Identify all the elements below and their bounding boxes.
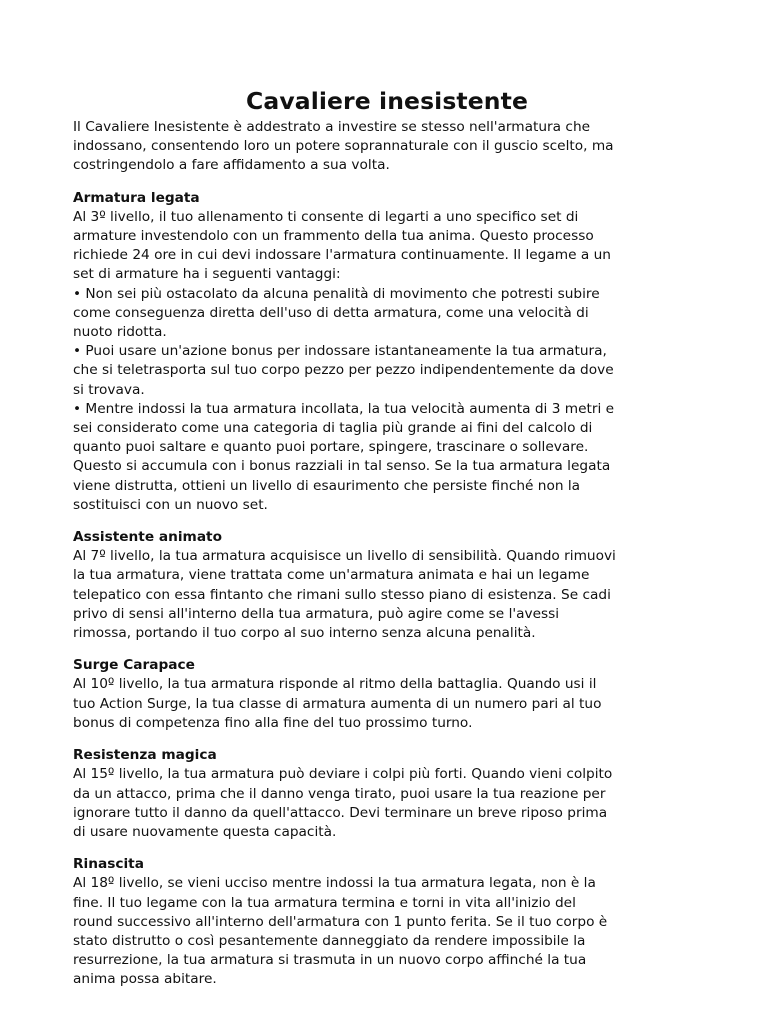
section-body: Al 18º livello, se vieni ucciso mentre indossi la tua armatura legata, non è la fine. Il tuo legame con la tua armatura termina e torni in vita all'inizio del round successivo all'interno dell'armatura con 1 punto ferita. Se il tuo corpo è stato distrutto o così pesantemente danneggiato da rendere impossibile la resurrezione, la tua armatura si trasmuta in un nuovo corpo affinché la tua anima possa abitare. [73, 875, 608, 988]
section-surge-carapace [73, 656, 701, 733]
section-armatura-legata [73, 189, 701, 515]
section-body: Al 15º livello, la tua armatura può deviare i colpi più forti. Quando vieni colpito da un attacco, prima che il danno venga tirato, puoi usare la tua reazione per ignorare tutto il danno da quell'attacco. Devi terminare un breve riposo prima di usare nuovamente questa capacità. [73, 766, 613, 840]
bullet-item: • Mentre indossi la tua armatura incollata, la tua velocità aumenta di 3 metri e sei considerato come una categoria di taglia più grande ai fini del calcolo di quanto puoi saltare e quanto puoi portare, spingere, trascinare o sollevare. Questo si accumula con i bonus razziali in tal senso. Se la tua armatura legata viene distrutta, ottieni un livello di esaurimento che persiste finché non la sostituisci con un nuovo set. [73, 400, 615, 513]
bullet-item: • Non sei più ostacolato da alcuna penalità di movimento che potresti subire come conseguenza diretta dell'uso di detta armatura, come una velocità di nuoto ridotta. [73, 285, 600, 341]
section-heading: Assistente animato [73, 529, 223, 546]
section-heading: Surge Carapace [73, 657, 195, 674]
section-heading: Armatura legata [73, 189, 200, 206]
page-title: Cavaliere inesistente [246, 87, 528, 115]
section-assistente-animato [73, 528, 701, 643]
bullet-item: • Puoi usare un'azione bonus per indossare istantaneamente la tua armatura, che si teletrasporta sul tuo corpo pezzo per pezzo indipendentemente da dove si trovava. [73, 343, 614, 398]
section-body: Al 10º livello, la tua armatura risponde al ritmo della battaglia. Quando usi il tuo Action Surge, la tua classe di armatura aumenta di un numero pari al tuo bonus di competenza fino alla fine del tuo prossimo turno. [73, 676, 602, 731]
section-heading: Resistenza magica [73, 747, 217, 764]
document-page [73, 86, 701, 990]
section-body: Al 7º livello, la tua armatura acquisisce un livello di sensibilità. Quando rimuovi la tua armatura, viene trattata come un'armatura animata e hai un legame telepatico con essa fintanto che rimani sullo stesso piano di esistenza. Se cadi privo di sensi all'interno della tua armatura, può agire come se l'avessi rimossa, portando il tuo corpo al suo interno senza alcuna penalità. [73, 548, 616, 642]
section-body: Al 3º livello, il tuo allenamento ti consente di legarti a uno specifico set di armature investendolo con un frammento della tua anima. Questo processo richiede 24 ore in cui devi indossare l'armatura continuamente. Il legame a un set di armature ha i seguenti vantaggi: [73, 208, 611, 283]
section-heading: Rinascita [73, 856, 144, 873]
section-rinascita [73, 855, 701, 989]
section-resistenza-magica [73, 746, 701, 842]
intro-paragraph: Il Cavaliere Inesistente è addestrato a investire se stesso nell'armatura che indossano, consentendo loro un potere soprannaturale con il guscio scelto, ma costringendolo a fare affidamento a sua volta. [73, 119, 614, 174]
